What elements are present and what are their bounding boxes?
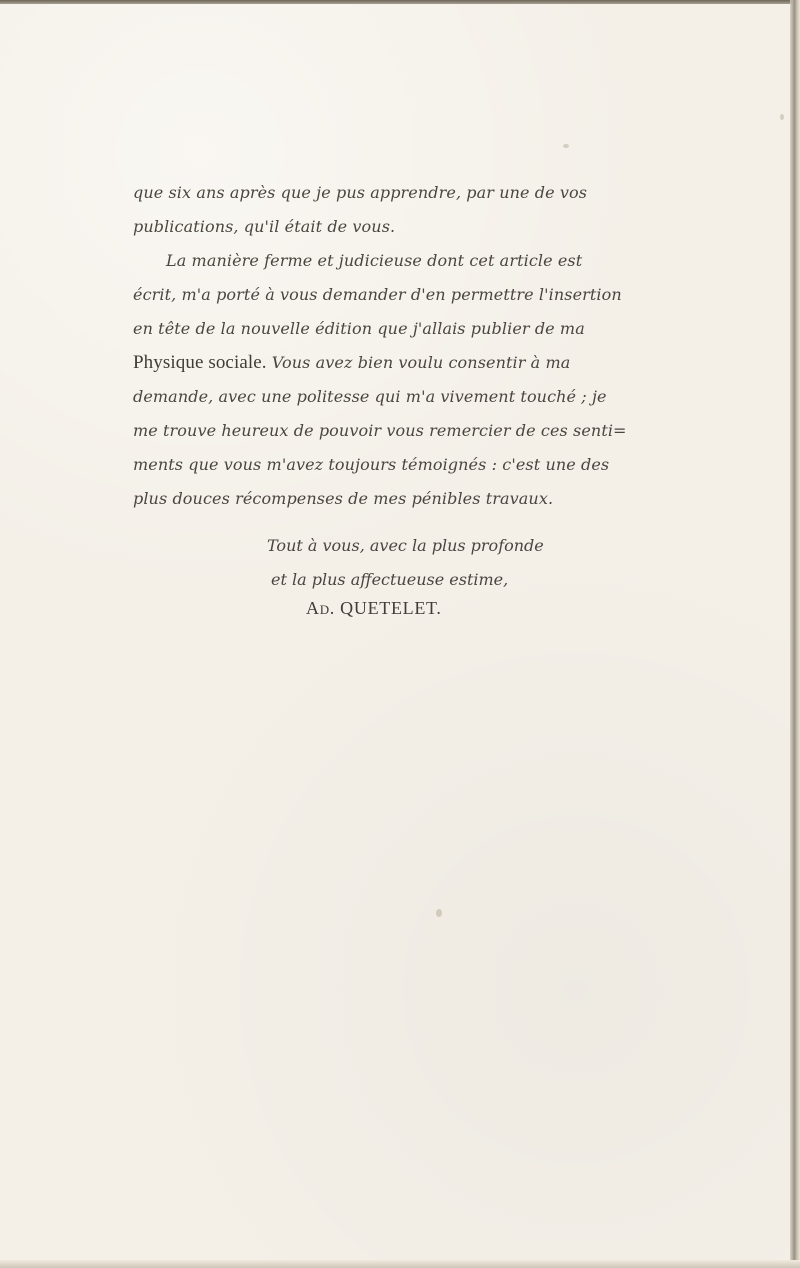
body-line: La manière ferme et judicieuse dont cet article est	[166, 251, 583, 270]
page-edge-bottom	[0, 1260, 800, 1268]
body-line: publications, qu'il était de vous.	[133, 217, 396, 236]
body-line: écrit, m'a porté à vous demander d'en permettre l'insertion	[133, 285, 622, 304]
paper-spot	[436, 909, 442, 917]
closing-line: et la plus affectueuse estime,	[271, 570, 509, 589]
book-title: Physique sociale.	[133, 352, 267, 373]
body-line: que six ans après que je pus apprendre, par une de vos	[133, 183, 588, 202]
body-line: ments que vous m'avez toujours témoignés : c'est une des	[133, 455, 610, 474]
paper-spot	[780, 114, 784, 120]
closing-line: Tout à vous, avec la plus profonde	[267, 536, 544, 555]
closing-salutation	[267, 529, 647, 597]
body-line: en tête de la nouvelle édition que j'allais publier de ma	[133, 319, 585, 338]
paper-spot	[563, 144, 569, 148]
body-line	[133, 346, 693, 380]
letter-body	[133, 176, 693, 516]
body-line-fragment: Vous avez bien voulu consentir à ma	[266, 353, 571, 372]
page-edge-right	[790, 0, 800, 1268]
body-line: me trouve heureux de pouvoir vous remercier de ces senti=	[133, 421, 627, 440]
body-line: demande, avec une politesse qui m'a vivement touché ; je	[133, 387, 607, 406]
top-rule	[0, 0, 792, 4]
body-line: plus douces récompenses de mes pénibles travaux.	[133, 489, 554, 508]
signature: Ad. QUETELET.	[306, 598, 442, 618]
